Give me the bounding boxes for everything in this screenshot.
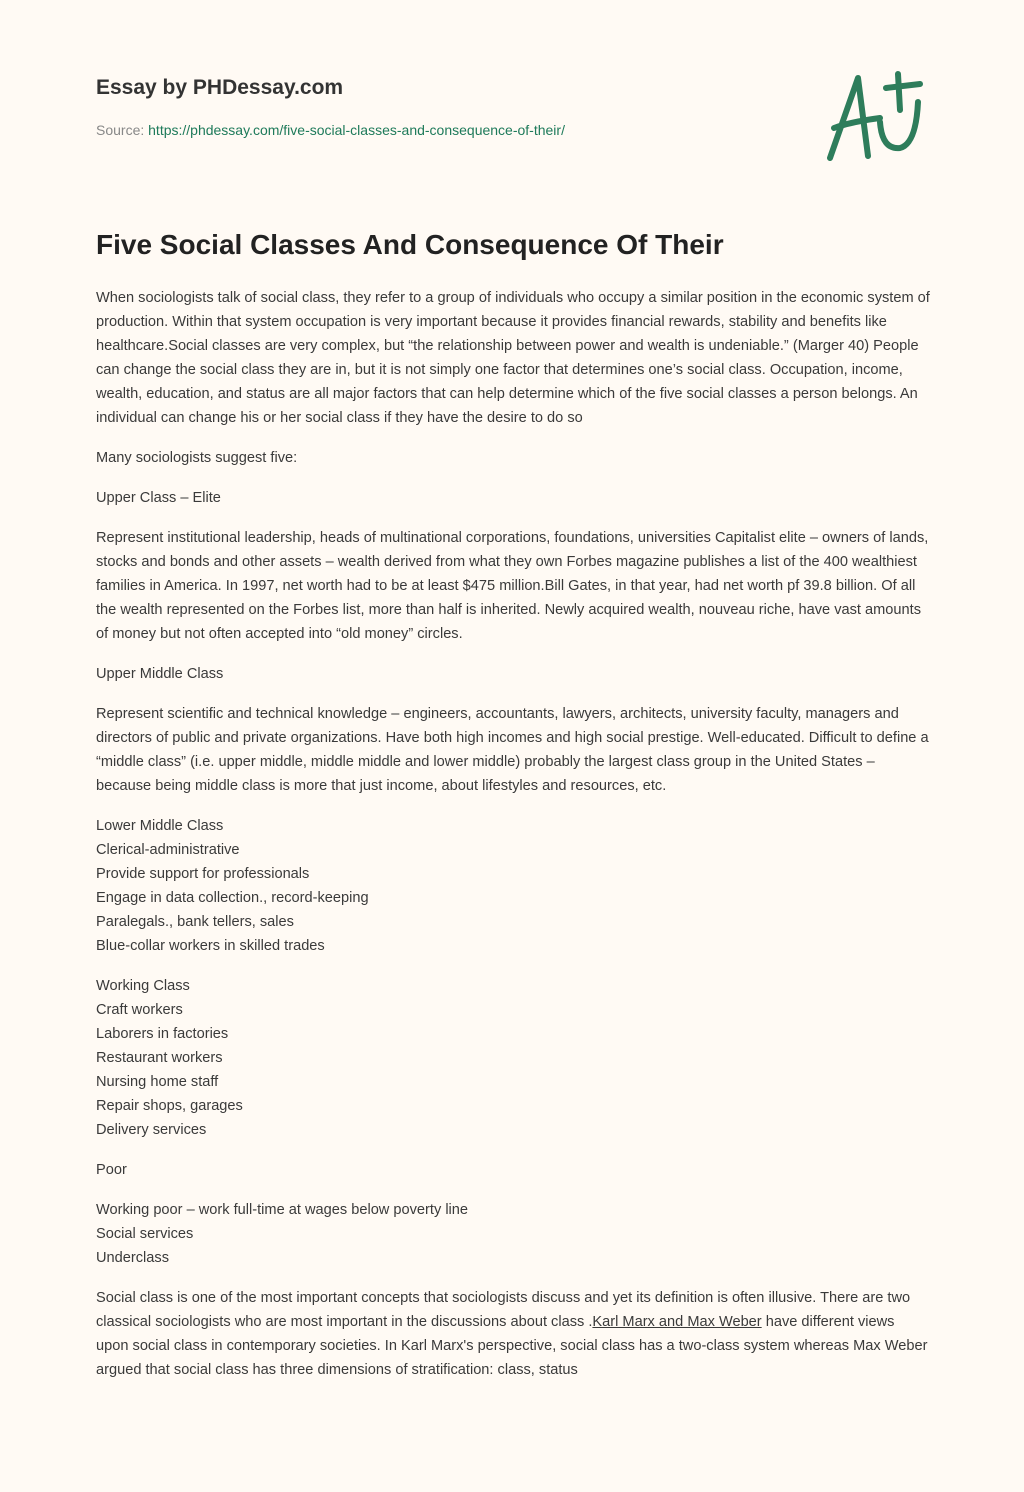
paragraph: Represent institutional leadership, heads of multinational corporations, foundations, universities Capitalist elite – owners of lands, stocks and bonds and other assets – wealth derived from what they own Forbes magazine publishes a list of the 400 wealthiest families in America. In 1997, net worth had to be at least $475 million.Bill Gates, in that year, had net worth pf 39.8 billion. Of all the wealth represented on the Forbes list, more than half is inherited. Newly acquired wealth, nouveau riche, have vast amounts of money but not often accepted into “old money” circles.	[96, 530, 929, 642]
essay-content	[96, 226, 930, 1398]
list-line: Social services	[96, 1226, 194, 1242]
source-link[interactable]: https://phdessay.com/five-social-classes-and-consequence-of-their/	[148, 122, 565, 138]
essay-title: Five Social Classes And Consequence Of Their	[96, 229, 724, 260]
section-heading-upper-class: Upper Class – Elite	[96, 490, 221, 506]
section-heading-poor: Poor	[96, 1162, 127, 1178]
paragraph: Many sociologists suggest five:	[96, 450, 298, 466]
poor-list	[96, 1198, 930, 1270]
list-line: Delivery services	[96, 1122, 207, 1138]
list-line: Nursing home staff	[96, 1074, 219, 1090]
section-heading-upper-middle: Upper Middle Class	[96, 666, 224, 682]
list-line: Working Class	[96, 978, 190, 994]
a-plus-logo-icon	[820, 66, 930, 166]
list-line: Restaurant workers	[96, 1050, 223, 1066]
intro-paragraph: When sociologists talk of social class, they refer to a group of individuals who occupy a similar position in the economic system of production. Within that system occupation is very important because it provides financial rewards, stability and benefits like healthcare.Social classes are very complex, but “the relationship between power and wealth is undeniable.” (Marger 40) People can change the social class they are in, but it is not simply one factor that determines one’s social class. Occupation, income, wealth, education, and status are all major factors that can help determine which of the five social classes a person belongs. An individual can change his or her social class if they have the desire to do so	[96, 290, 930, 426]
list-line: Blue-collar workers in skilled trades	[96, 938, 325, 954]
text: have different views upon social class in contemporary societies. In Karl Marx's perspective, social class has a two-class system whereas Max Weber argued that social class has three dimensions of stratification: class, status	[96, 1314, 928, 1378]
list-line: Clerical-administrative	[96, 842, 240, 858]
source-label: Source:	[96, 122, 145, 138]
lower-middle-list	[96, 814, 930, 958]
list-line: Provide support for professionals	[96, 866, 310, 882]
final-paragraph	[96, 1286, 930, 1382]
text: Social class is one of the most important concepts that sociologists discuss and yet its definition is often illusive. There are two classical sociologists who are most important in the discussions about class .	[96, 1290, 911, 1330]
list-line: Working poor – work full-time at wages below poverty line	[96, 1202, 469, 1218]
list-line: Engage in data collection., record-keeping	[96, 890, 369, 906]
paragraph: Represent scientific and technical knowledge – engineers, accountants, lawyers, architects, university faculty, managers and directors of public and private organizations. Have both high incomes and high social prestige. Well-educated. Difficult to define a “middle class” (i.e. upper middle, middle middle and lower middle) probably the largest class group in the United States – because being middle class is more that just income, about lifestyles and resources, etc.	[96, 706, 929, 794]
list-line: Repair shops, garages	[96, 1098, 243, 1114]
list-line: Craft workers	[96, 1002, 183, 1018]
source-line	[96, 122, 565, 138]
list-line: Lower Middle Class	[96, 818, 224, 834]
brand-title: Essay by PHDessay.com	[96, 76, 344, 99]
marx-weber-link[interactable]: Karl Marx and Max Weber	[592, 1314, 762, 1330]
list-line: Laborers in factories	[96, 1026, 229, 1042]
site-header	[96, 76, 565, 138]
list-line: Underclass	[96, 1250, 169, 1266]
list-line: Paralegals., bank tellers, sales	[96, 914, 294, 930]
working-class-list	[96, 974, 930, 1142]
